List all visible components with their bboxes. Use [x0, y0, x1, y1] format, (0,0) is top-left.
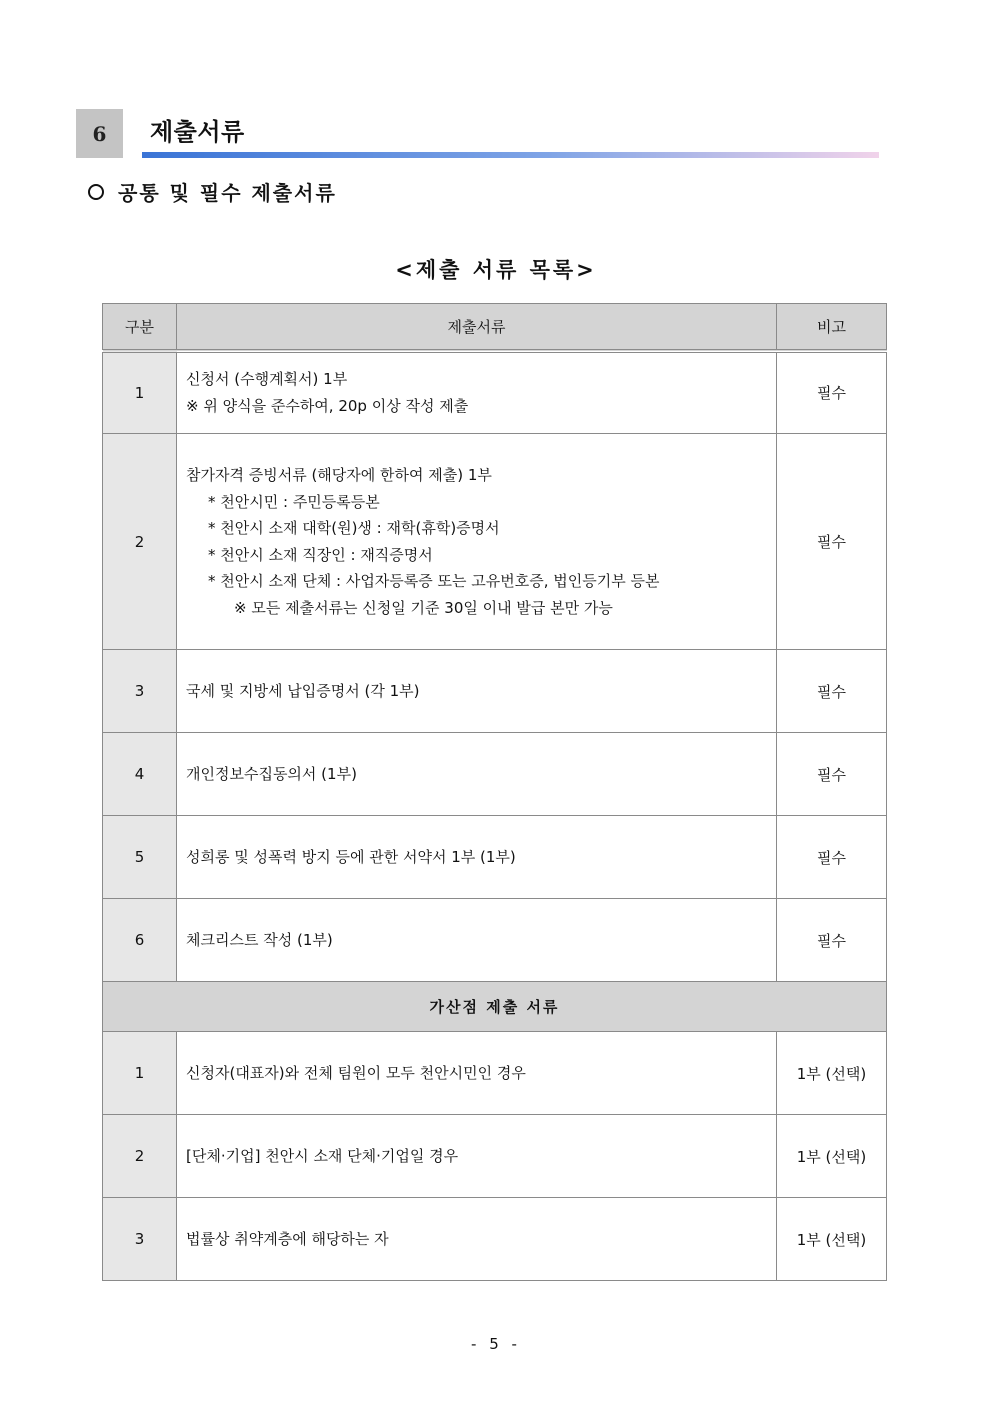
table-row: [103, 351, 887, 434]
row-remark: 필수: [777, 816, 887, 899]
row-number: 4: [103, 733, 177, 816]
row-note: ※ 위 양식을 준수하여, 20p 이상 작성 제출: [186, 396, 469, 415]
table-row: [103, 899, 887, 982]
table-header-row: [103, 304, 887, 351]
table-row: [103, 733, 887, 816]
row-line: 참가자격 증빙서류 (해당자에 한하여 제출) 1부: [186, 466, 492, 484]
row-remark: 필수: [777, 650, 887, 733]
subheading-text: 공통 및 필수 제출서류: [118, 181, 337, 205]
row-content: [177, 434, 777, 650]
bonus-section-header: 가산점 제출 서류: [103, 982, 887, 1032]
hollow-circle-bullet-icon: [88, 184, 104, 200]
row-remark: 필수: [777, 899, 887, 982]
page-number: - 5 -: [471, 1335, 521, 1353]
row-content: 신청자(대표자)와 전체 팀원이 모두 천안시민인 경우: [177, 1032, 777, 1115]
bonus-section-header-row: [103, 982, 887, 1032]
row-remark: 1부 (선택): [777, 1115, 887, 1198]
row-remark: 필수: [777, 733, 887, 816]
row-number: 3: [103, 650, 177, 733]
row-remark: 필수: [777, 351, 887, 434]
row-line: 신청서 (수행계획서) 1부: [186, 370, 348, 389]
row-content: 법률상 취약계층에 해당하는 자: [177, 1198, 777, 1281]
row-remark: 1부 (선택): [777, 1032, 887, 1115]
document-list-table: [102, 303, 887, 1281]
row-number: 2: [103, 434, 177, 650]
row-number: 5: [103, 816, 177, 899]
row-number: 6: [103, 899, 177, 982]
row-content: [단체·기업] 천안시 소재 단체·기업일 경우: [177, 1115, 777, 1198]
bonus-table-row: [103, 1032, 887, 1115]
table-caption: <제출 서류 목록>: [395, 258, 597, 282]
row-note: ※ 모든 제출서류는 신청일 기준 30일 이내 발급 본만 가능: [234, 598, 613, 617]
row-number: 2: [103, 1115, 177, 1198]
table-row: [103, 816, 887, 899]
header-documents: 제출서류: [177, 304, 777, 351]
row-number: 3: [103, 1198, 177, 1281]
row-content: [177, 351, 777, 434]
row-number: 1: [103, 351, 177, 434]
row-content: 체크리스트 작성 (1부): [177, 899, 777, 982]
subheading: [88, 177, 337, 206]
row-subitem: * 천안시 소재 직장인 : 재직증명서: [208, 545, 433, 564]
row-subitem: * 천안시민 : 주민등록등본: [208, 492, 380, 511]
row-number: 1: [103, 1032, 177, 1115]
row-remark: 필수: [777, 434, 887, 650]
row-subitem: * 천안시 소재 대학(원)생 : 재학(휴학)증명서: [208, 519, 500, 537]
table-row: [103, 434, 887, 650]
bonus-table-row: [103, 1115, 887, 1198]
row-subitem: * 천안시 소재 단체 : 사업자등록증 또는 고유번호증, 법인등기부 등본: [208, 572, 660, 590]
row-content: 국세 및 지방세 납입증명서 (각 1부): [177, 650, 777, 733]
header-category: 구분: [103, 304, 177, 351]
row-remark: 1부 (선택): [777, 1198, 887, 1281]
section-title-underline: [142, 152, 879, 158]
header-remarks: 비고: [777, 304, 887, 351]
table-row: [103, 650, 887, 733]
section-title: 제출서류: [150, 118, 245, 146]
row-content: 성희롱 및 성폭력 방지 등에 관한 서약서 1부 (1부): [177, 816, 777, 899]
section-number-badge: 6: [76, 109, 123, 158]
bonus-table-row: [103, 1198, 887, 1281]
row-content: 개인정보수집동의서 (1부): [177, 733, 777, 816]
